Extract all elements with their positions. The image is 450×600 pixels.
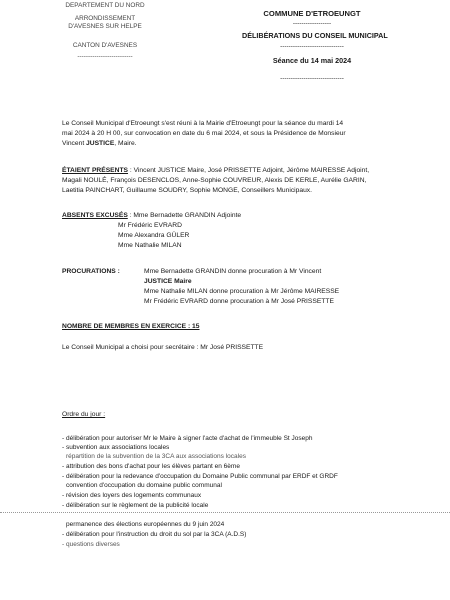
agenda-label: Ordre du jour : (62, 411, 106, 418)
agenda-item: - révision des loyers des logements communaux (62, 492, 202, 499)
agenda-item: répartition de la subvention de la 3CA aux associations locales (66, 453, 246, 460)
agenda-item: - délibération pour l'instruction du droit du sol par la 3CA (A.D.S) (62, 531, 247, 538)
arrondissement-name: D'AVESNES SUR HELPE (68, 23, 142, 30)
agenda-item: - attribution des bons d'achat pour les élèves partant en 6ème (62, 463, 240, 470)
agenda-item: - questions diverses (62, 541, 120, 548)
absent-3: Mme Alexandra GÜLER (118, 232, 190, 239)
commune-title: COMMUNE D'ETROEUNGT (263, 9, 361, 18)
presents-list-1: : Vincent JUSTICE Maire, José PRISSETTE Adjoint, Jérôme MAIRESSE Adjoint, (129, 167, 370, 174)
seance-separator: ------------------------------ (280, 75, 344, 82)
arrondissement-label: ARRONDISSEMENT (74, 15, 136, 22)
canton-label: CANTON D'AVESNES (72, 42, 138, 49)
absent-4: Mme Nathalie MILAN (118, 242, 182, 249)
deliberations-separator: ------------------------------ (280, 43, 344, 50)
agenda-item: - délibération pour autoriser Mr le Maire à signer l'acte d'achat de l'immeuble St Joseph (62, 435, 313, 442)
absent-2: Mr Frédéric EVRARD (118, 222, 182, 229)
agenda-item: - subvention aux associations locales (62, 444, 170, 451)
seance-date: Séance du 14 mai 2024 (272, 56, 352, 65)
procuration-1: Mme Bernadette GRANDIN donne procuration à Mr Vincent (144, 268, 322, 275)
absent-1: : Mme Bernadette GRANDIN Adjointe (129, 212, 242, 219)
procurations-label: PROCURATIONS : (62, 268, 120, 275)
commune-separator: ------------------ (292, 20, 332, 27)
procuration-2: Mme Nathalie MILAN donne procuration à Mr Jérôme MAIRESSE (144, 288, 340, 295)
presents-line-2: Magali NOULÉ, François DESENCLOS, Anne-Sophie COUVREUR, Alexis DE KERLE, Aurélie GARIN, (62, 177, 367, 184)
header-left-separator: -------------------------- (77, 53, 133, 60)
presents-line-3: Laetitia PAINCHART, Guillaume SOUDRY, Sophie MONGE, Conseillers Municipaux. (62, 187, 313, 194)
department-label: DEPARTEMENT DU NORD (65, 2, 145, 9)
intro-prefix: Vincent (62, 140, 87, 147)
procuration-3: Mr Frédéric EVRARD donne procuration à Mr José PRISSETTE (144, 298, 334, 305)
presents-label: ÉTAIENT PRÉSENTS (62, 167, 129, 174)
presents-line-1 (62, 166, 369, 175)
intro-line-1: Le Conseil Municipal d'Etroeungt s'est réuni à la Mairie d'Etroeungt pour la séance du mardi 14 (62, 120, 344, 127)
deliberations-title: DÉLIBÉRATIONS DU CONSEIL MUNICIPAL (242, 31, 388, 40)
intro-suffix: , Maire. (114, 140, 137, 147)
absents-label: ABSENTS EXCUSÉS (62, 212, 128, 219)
scan-dotted-line (0, 512, 450, 514)
secretaire-line: Le Conseil Municipal a choisi pour secrétaire : Mr José PRISSETTE (62, 344, 264, 351)
agenda-item: permanence des élections européennes du 9 juin 2024 (66, 521, 225, 528)
absents-line-1 (62, 211, 241, 220)
agenda-item: - délibération pour la redevance d'occupation du Domaine Public communal par ERDF et GRDF (62, 473, 338, 480)
intro-mayor-name: JUSTICE (86, 140, 115, 147)
procuration-1-cont: JUSTICE Maire (144, 278, 192, 285)
intro-line-2: mai 2024 à 20 H 00, sur convocation en date du 6 mai 2024, et sous la Présidence de Monsieur (62, 130, 346, 137)
membres-en-exercice: NOMBRE DE MEMBRES EN EXERCICE : 15 (62, 323, 200, 330)
intro-line-3 (62, 139, 137, 148)
agenda-item: convention d'occupation du domaine public communal (66, 482, 222, 489)
agenda-item: - délibération sur le règlement de la publicité locale (62, 502, 209, 509)
